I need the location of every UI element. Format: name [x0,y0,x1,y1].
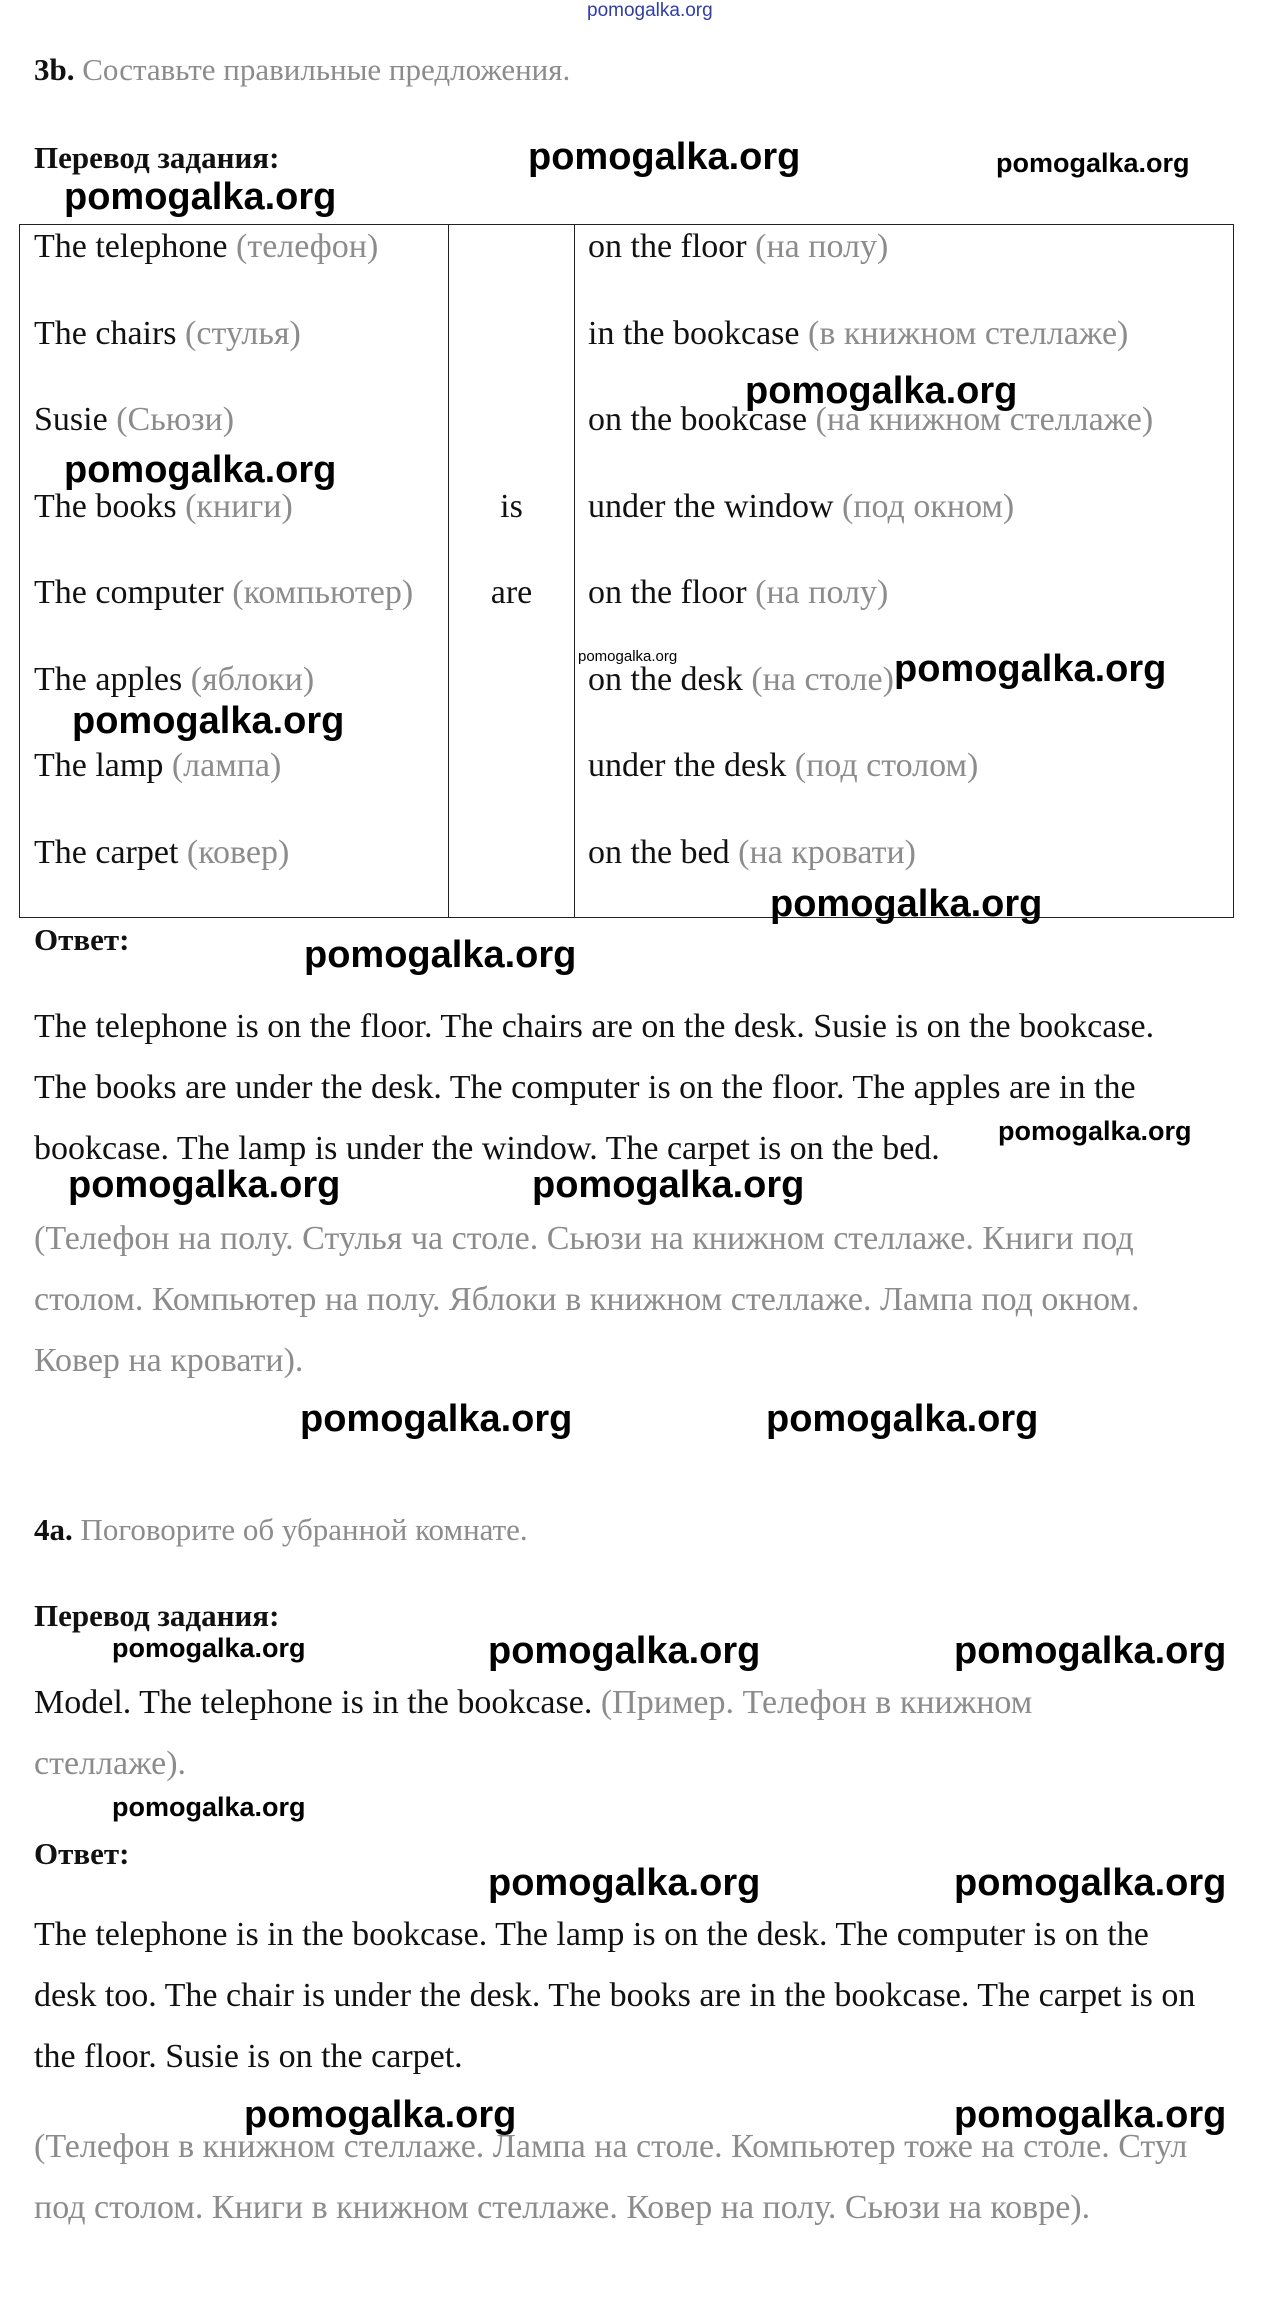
answer-russian: (Телефон в книжном стеллаже. Лампа на столе. Компьютер тоже на столе. Стул под столом. Книги в книжном стеллаже. Ковер на полу. Сьюзи на ковре). [34,2128,1188,2226]
watermark: pomogalka.org [998,1116,1192,1146]
place-row: under the window (под окном) [588,487,1015,525]
watermark: pomogalka.org [304,934,577,976]
place-row: on the floor (на полу) [588,228,889,265]
watermark: pomogalka.org [244,2094,517,2136]
sentence-table [19,224,1234,918]
answer-label: Ответ: [34,1836,130,1871]
watermark: pomogalka.org [770,883,1043,925]
verbs-column [449,225,575,918]
places-column [575,225,1234,918]
verb-is: is [500,487,523,525]
watermark: pomogalka.org [578,648,678,665]
place-row: on the bed (на кровати) [588,833,916,871]
watermark: pomogalka.org [766,1398,1039,1440]
watermark: pomogalka.org [745,370,1018,412]
watermark: pomogalka.org [587,0,713,21]
exercise-instruction: Составьте правильные предложения. [82,52,571,87]
exercise-4a-heading [34,1512,528,1548]
watermark: pomogalka.org [954,2094,1227,2136]
watermark: pomogalka.org [528,136,801,178]
watermark: pomogalka.org [954,1630,1227,1672]
subject-row: Susie (Сьюзи) [34,401,235,438]
subjects-column [20,225,449,918]
answer-russian: (Телефон на полу. Стулья ча столе. Сьюзи на книжном стеллаже. Книги под столом. Компьютер на полу. Яблоки в книжном стеллаже. Лампа под окном. Ковер на кровати). [34,1220,1140,1379]
subject-row: The chairs (стулья) [34,314,301,352]
place-row: under the desk (под столом) [588,747,979,784]
subject-row: The carpet (ковер) [34,833,290,871]
place-row: in the bookcase (в книжном стеллаже) [588,314,1129,352]
exercise-instruction: Поговорите об убранной комнате. [80,1512,528,1547]
watermark: pomogalka.org [996,148,1190,178]
answer-label: Ответ: [34,922,130,957]
subject-row: The apples (яблоки) [34,660,315,698]
answer-english: The telephone is on the floor. The chairs are on the desk. Susie is on the bookcase. The books are under the desk. The computer is on the floor. The apples are in the bookcase. The lamp is under the window. The carpet is on the bed. [34,1008,1155,1167]
watermark: pomogalka.org [488,1862,761,1904]
exercise-3b-heading [34,52,570,88]
exercise-number: 4a. [34,1512,73,1547]
verb-are: are [490,574,533,611]
watermark: pomogalka.org [532,1164,805,1206]
subject-row: The lamp (лампа) [34,747,282,784]
watermark: pomogalka.org [300,1398,573,1440]
watermark: pomogalka.org [894,648,1167,690]
subject-row: The books (книги) [34,487,293,525]
place-row: on the desk (на столе) [588,660,894,698]
answer-english: The telephone is in the bookcase. The lamp is on the desk. The computer is on the desk too. The chair is under the desk. The books are in the bookcase. The carpet is on the floor. Susie is on the carpet. [34,1916,1196,2075]
exercise-number: 3b. [34,52,75,87]
place-row: on the bookcase (на книжном стеллаже) [588,401,1154,438]
watermark: pomogalka.org [954,1862,1227,1904]
watermark: pomogalka.org [64,449,337,491]
translation-label: Перевод задания: [34,1598,280,1633]
translation-label: Перевод задания: [34,140,280,175]
watermark: pomogalka.org [112,1792,306,1822]
watermark: pomogalka.org [112,1633,306,1663]
place-row: on the floor (на полу) [588,574,889,611]
watermark: pomogalka.org [72,700,345,742]
model-sentence: Model. The telephone is in the bookcase. (Пример. Телефон в книжном стеллаже). [34,1684,1033,1782]
watermark: pomogalka.org [68,1164,341,1206]
watermark: pomogalka.org [488,1630,761,1672]
subject-row: The computer (компьютер) [34,574,414,611]
watermark: pomogalka.org [64,176,337,218]
subject-row: The telephone (телефон) [34,228,379,265]
